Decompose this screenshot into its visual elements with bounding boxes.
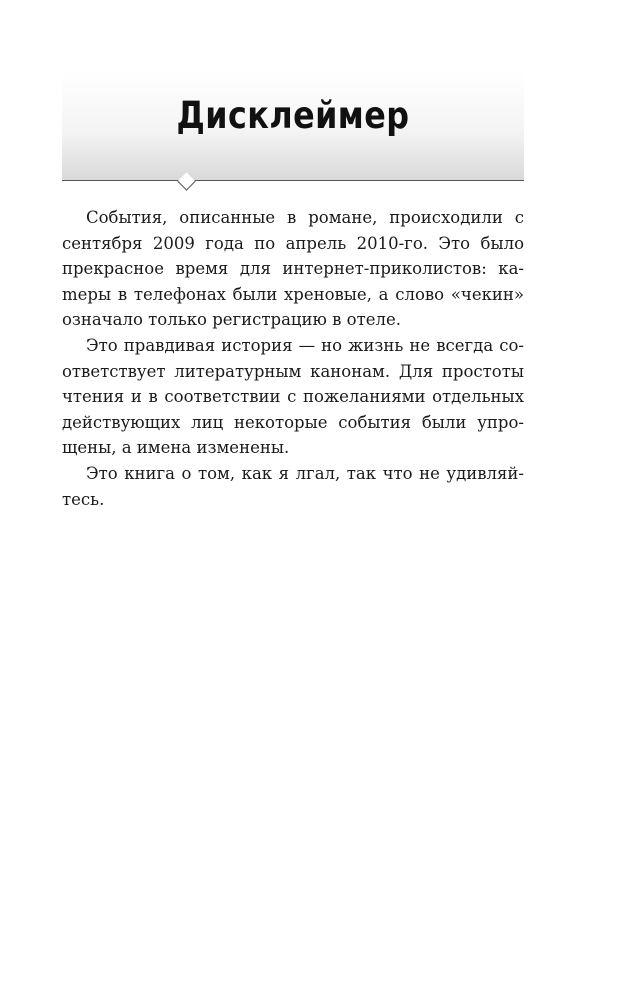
text-body <box>62 205 524 512</box>
chapter-header <box>62 72 524 181</box>
paragraph-3: Это книга о том, как я лгал, так что не удивляйтесь. <box>62 463 524 509</box>
paragraph-2: Это правдивая история — но жизнь не всегда соответствует литературным канонам. Для простоты чтения и в соответствии с пожеланиями отдельных действующих лиц некоторые события были упрощены, а имена изменены. <box>62 335 524 458</box>
chapter-title: Дисклеймер <box>176 94 410 137</box>
header-notch <box>177 172 195 190</box>
paragraph-1: События, описанные в романе, происходили с сентября 2009 года по апрель 2010-го. Это было прекрасное время для интернет-приколистов: каmеры в телефонах были хреновые, а слово «чекин» означало только регистрацию в отеле. <box>62 208 524 330</box>
